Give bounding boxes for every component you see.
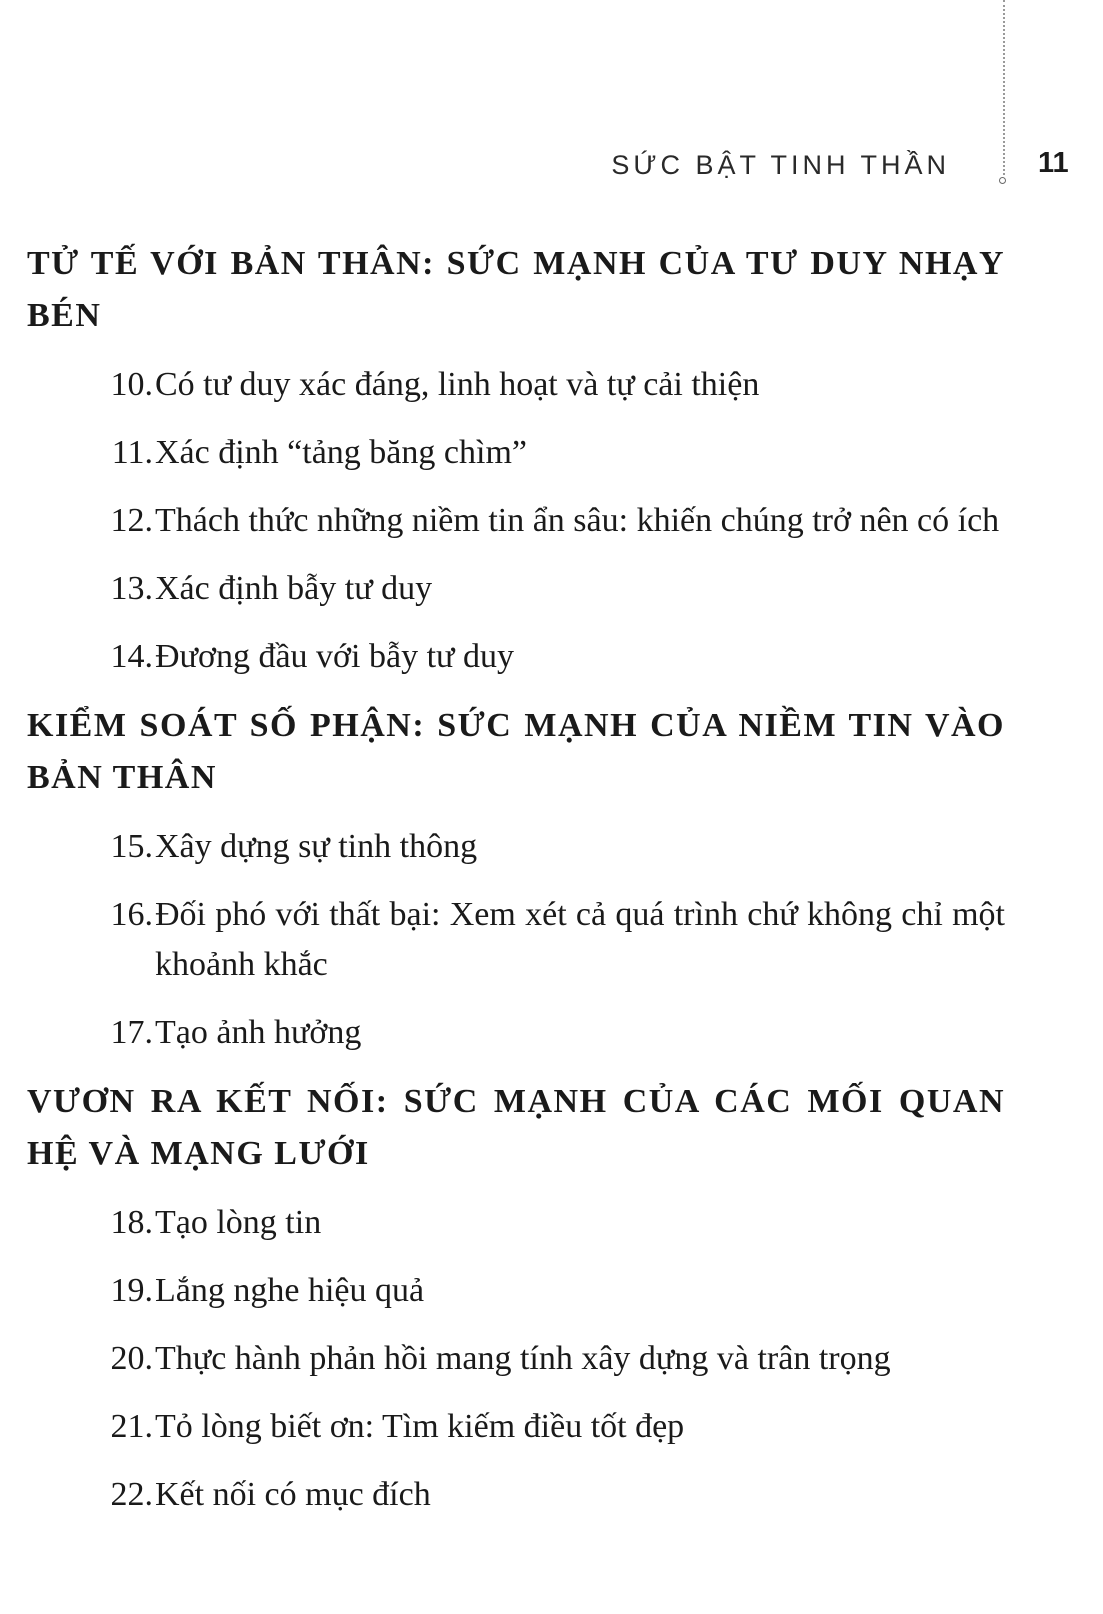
entry-number: 13. (110, 570, 153, 607)
divider-ring-ornament (999, 177, 1006, 184)
entry-title: Tỏ lòng biết ơn: Tìm kiếm điều tốt đẹp (155, 1408, 685, 1445)
section-title: KIỂM SOÁT SỐ PHẬN: SỨC MẠNH CỦA NIỀM TIN VÀO BẢN THÂN (27, 707, 1005, 796)
entry-title: Thực hành phản hồi mang tính xây dựng và trân trọng (155, 1340, 891, 1377)
entry-title: Lắng nghe hiệu quả (155, 1272, 425, 1309)
entry-number: 15. (110, 828, 153, 865)
entry-title: Đương đầu với bẫy tư duy (155, 638, 514, 675)
entry-title: Kết nối có mục đích (155, 1476, 431, 1513)
toc-entry (27, 1402, 1005, 1452)
entry-number: 11. (111, 434, 153, 471)
section-title: TỬ TẾ VỚI BẢN THÂN: SỨC MẠNH CỦA TƯ DUY NHẠY BÉN (27, 245, 1005, 334)
toc-entry (27, 822, 1005, 872)
entry-title: Đối phó với thất bại: Xem xét cả quá trình chứ không chỉ một khoảnh khắc (155, 896, 1005, 983)
entry-number: 21. (110, 1408, 153, 1445)
entry-title: Thách thức những niềm tin ẩn sâu: khiến chúng trở nên có ích (155, 502, 1000, 539)
page-number: 11 (1038, 147, 1069, 179)
entry-number: 10. (110, 366, 153, 403)
entry-number: 18. (110, 1204, 153, 1241)
toc-entry (27, 1198, 1005, 1248)
toc-entry (27, 1008, 1005, 1058)
toc-entry (27, 496, 1005, 546)
entry-number: 20. (110, 1340, 153, 1377)
toc-section (27, 238, 1005, 682)
toc-entry (27, 1470, 1005, 1520)
dotted-divider (1003, 0, 1005, 175)
entry-number: 12. (110, 502, 153, 539)
entry-number: 16. (110, 896, 153, 933)
entry-title: Xây dựng sự tinh thông (155, 828, 478, 865)
toc-section (27, 700, 1005, 1058)
entry-title: Có tư duy xác đáng, linh hoạt và tự cải thiện (155, 366, 760, 403)
toc-entry (27, 1334, 1005, 1384)
entry-title: Tạo ảnh hưởng (155, 1014, 362, 1051)
toc-entry (27, 428, 1005, 478)
entry-title: Xác định “tảng băng chìm” (155, 434, 527, 471)
entry-number: 19. (110, 1272, 153, 1309)
toc-entry (27, 890, 1005, 990)
toc-entry (27, 632, 1005, 682)
toc-entry (27, 1266, 1005, 1316)
table-of-contents (27, 238, 1005, 1538)
toc-section (27, 1076, 1005, 1520)
entry-title: Tạo lòng tin (155, 1204, 322, 1241)
toc-entry (27, 564, 1005, 614)
section-title: VƯƠN RA KẾT NỐI: SỨC MẠNH CỦA CÁC MỐI QUAN HỆ VÀ MẠNG LƯỚI (27, 1083, 1005, 1172)
entry-number: 14. (110, 638, 153, 675)
page-header (0, 0, 1103, 200)
entry-number: 22. (110, 1476, 153, 1513)
entry-number: 17. (110, 1014, 153, 1051)
toc-entry (27, 360, 1005, 410)
entry-title: Xác định bẫy tư duy (155, 570, 433, 607)
running-title: SỨC BẬT TINH THẦN (611, 150, 950, 180)
